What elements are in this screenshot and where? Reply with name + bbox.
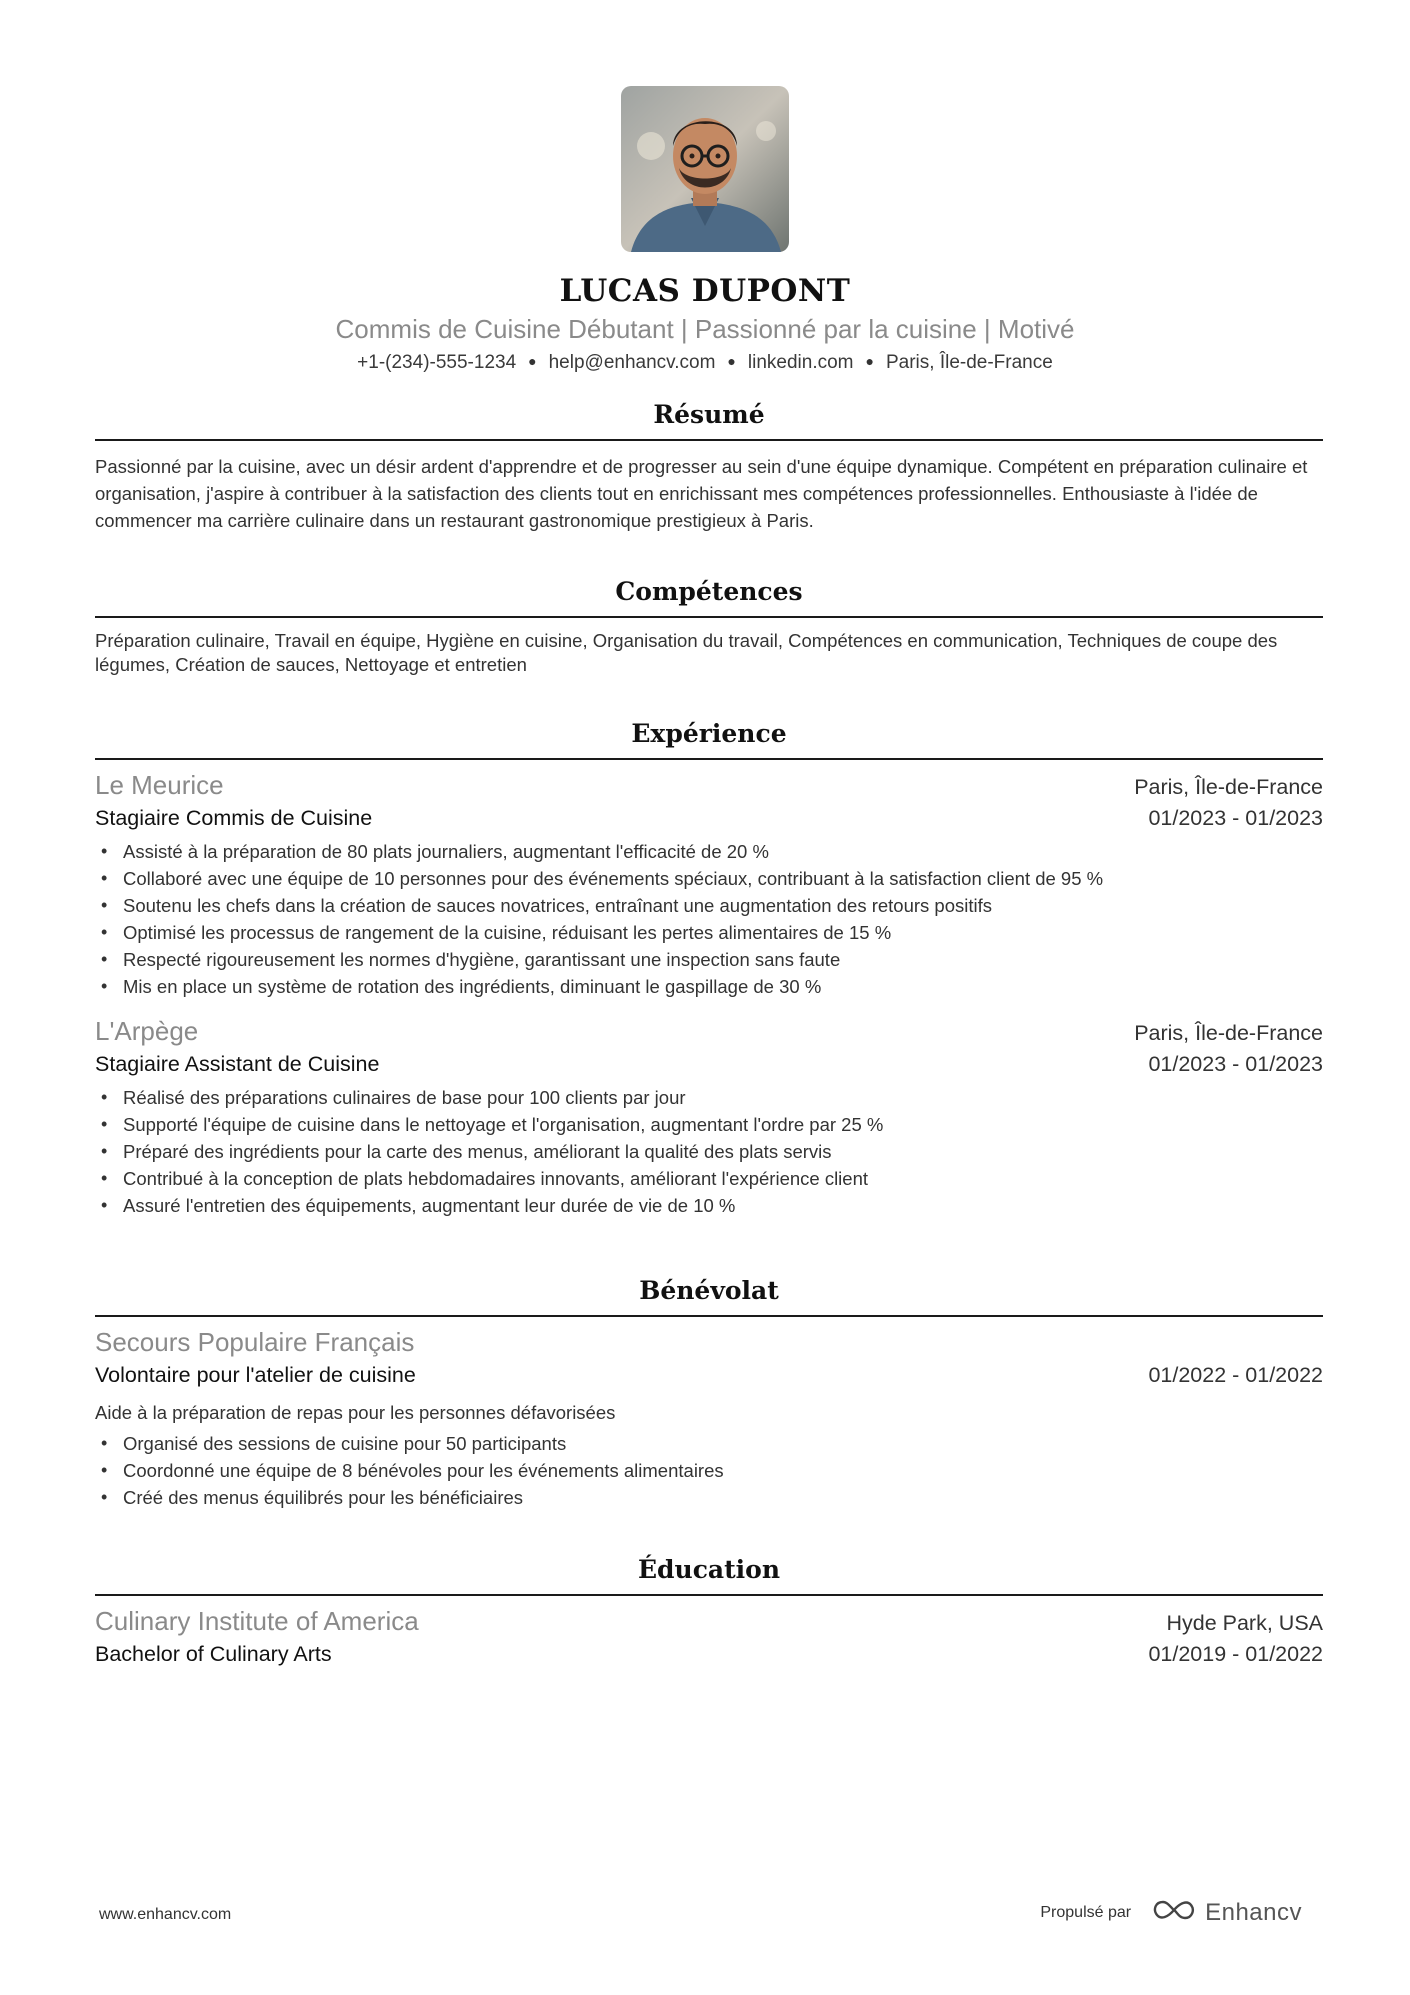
list-item: • Assuré l'entretien des équipements, augmentant leur durée de vie de 10 % — [95, 1192, 1323, 1219]
volunteer-organization: Secours Populaire Français — [95, 1327, 415, 1357]
volunteer-dates: 01/2022 - 01/2022 — [1148, 1363, 1323, 1387]
skills-text: Préparation culinaire, Travail en équipe, Hygiène en cuisine, Organisation du travail, Compétences en communication, Techniques de coupe des légumes, Création de sauces, Nettoyage et entretien — [95, 630, 1278, 675]
list-item: • Respecté rigoureusement les normes d'hygiène, garantissant une inspection sans faute — [95, 946, 1323, 973]
contact-location: Paris, Île-de-France — [885, 352, 1053, 373]
separator-dot: ● — [865, 353, 874, 369]
list-item: • Optimisé les processus de rangement de la cuisine, réduisant les pertes alimentaires de 15 % — [95, 919, 1323, 946]
experience-entry — [95, 1014, 1323, 1219]
skills-section — [95, 575, 1323, 677]
job-dates: 01/2023 - 01/2023 — [1148, 1052, 1323, 1076]
company-name: L'Arpège — [95, 1016, 199, 1046]
company-name: Le Meurice — [95, 770, 224, 800]
volunteering-title: Bénévolat — [95, 1274, 1323, 1317]
education-dates: 01/2019 - 01/2022 — [1148, 1642, 1323, 1666]
volunteering-entry — [95, 1325, 1323, 1511]
list-item: • Réalisé des préparations culinaires de base pour 100 clients par jour — [95, 1084, 1323, 1111]
enhancv-logo-icon — [1151, 1898, 1197, 1927]
summary-section — [95, 398, 1323, 534]
school-location: Hyde Park, USA — [1166, 1611, 1323, 1635]
list-item: • Soutenu les chefs dans la création de sauces novatrices, entraînant une augmentation des retours positifs — [95, 892, 1323, 919]
separator-dot: ● — [528, 353, 537, 369]
volunteer-description: Aide à la préparation de repas pour les personnes défavorisées — [95, 1402, 616, 1423]
education-section — [95, 1553, 1323, 1670]
list-item: • Organisé des sessions de cuisine pour 50 participants — [95, 1430, 1323, 1457]
separator-dot: ● — [727, 353, 736, 369]
list-item: • Préparé des ingrédients pour la carte des menus, améliorant la qualité des plats servis — [95, 1138, 1323, 1165]
profile-photo — [621, 86, 789, 252]
job-location: Paris, Île-de-France — [1134, 775, 1323, 799]
footer-branding — [1040, 1898, 1302, 1927]
experience-title: Expérience — [95, 717, 1323, 760]
brand-name[interactable]: Enhancv — [1205, 1898, 1302, 1926]
skills-title: Compétences — [95, 575, 1323, 618]
degree-name: Bachelor of Culinary Arts — [95, 1642, 332, 1666]
job-bullets — [95, 1084, 1323, 1219]
list-item: • Mis en place un système de rotation des ingrédients, diminuant le gaspillage de 30 % — [95, 973, 1323, 1000]
resume-header — [0, 86, 1410, 376]
school-name: Culinary Institute of America — [95, 1606, 419, 1636]
experience-entry — [95, 768, 1323, 1000]
education-entry — [95, 1604, 1323, 1670]
job-location: Paris, Île-de-France — [1134, 1021, 1323, 1045]
contact-phone[interactable]: +1-(234)-555-1234 — [357, 352, 517, 373]
job-role: Stagiaire Assistant de Cuisine — [95, 1052, 380, 1076]
summary-title: Résumé — [95, 398, 1323, 441]
volunteer-role: Volontaire pour l'atelier de cuisine — [95, 1363, 416, 1387]
list-item: • Collaboré avec une équipe de 10 personnes pour des événements spéciaux, contribuant à la satisfaction client de 95 % — [95, 865, 1323, 892]
list-item: • Contribué à la conception de plats hebdomadaires innovants, améliorant l'expérience client — [95, 1165, 1323, 1192]
volunteering-section — [95, 1274, 1323, 1511]
summary-text: Passionné par la cuisine, avec un désir ardent d'apprendre et de progresser au sein d'une équipe dynamique. Compétent en préparation culinaire et organisation, j'aspire à contribuer à la satisfaction des clients tout en enrichissant mes compétences professionnelles. Enthousiaste à l'idée de commencer ma carrière culinaire dans un restaurant gastronomique prestigieux à Paris. — [95, 456, 1308, 531]
list-item: • Supporté l'équipe de cuisine dans le nettoyage et l'organisation, augmentant l'ordre par 25 % — [95, 1111, 1323, 1138]
job-role: Stagiaire Commis de Cuisine — [95, 806, 373, 830]
education-title: Éducation — [95, 1553, 1323, 1596]
powered-by-label: Propulsé par — [1040, 1903, 1132, 1921]
job-dates: 01/2023 - 01/2023 — [1148, 806, 1323, 830]
contact-email[interactable]: help@enhancv.com — [548, 352, 716, 373]
profile-photo-illustration — [621, 86, 789, 252]
contact-line — [0, 348, 1410, 376]
list-item: • Assisté à la préparation de 80 plats journaliers, augmentant l'efficacité de 20 % — [95, 838, 1323, 865]
list-item: • Coordonné une équipe de 8 bénévoles pour les événements alimentaires — [95, 1457, 1323, 1484]
candidate-tagline: Commis de Cuisine Débutant | Passionné par la cuisine | Motivé — [335, 314, 1075, 344]
job-bullets — [95, 838, 1323, 1000]
experience-section — [95, 717, 1323, 1219]
list-item: • Créé des menus équilibrés pour les bénéficiaires — [95, 1484, 1323, 1511]
contact-linkedin[interactable]: linkedin.com — [747, 352, 854, 373]
candidate-name: LUCAS DUPONT — [559, 273, 851, 309]
footer-website[interactable]: www.enhancv.com — [99, 1906, 232, 1923]
volunteer-bullets — [95, 1430, 1323, 1511]
